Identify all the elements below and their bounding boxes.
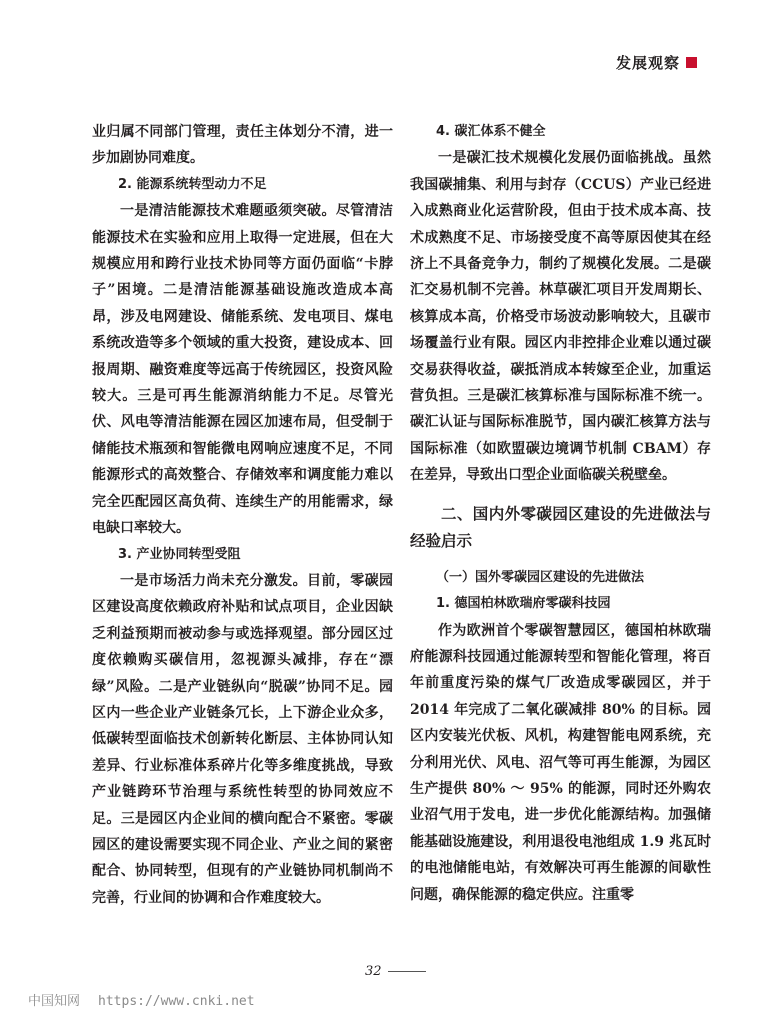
page-number — [365, 964, 426, 979]
section-title: 发展观察 — [615, 54, 680, 72]
subheading: 4. 碳汇体系不健全 — [436, 124, 546, 139]
right-column — [410, 119, 711, 908]
subheading: 2. 能源系统转型动力不足 — [118, 176, 267, 192]
paragraph: 一是碳汇技术规模化发展仍面临挑战。虽然我国碳捕集、利用与封存（CCUS）产业已经进入成熟商业化运营阶段，但由于技术成本高、技术成熟度不足、市场接受度不高等原因使其在经济上不具备竞争力，制约了规模化发展。二是碳汇交易机制不完善。林草碳汇项目开发周期长、核算成本高，价格受市场波动影响较大，且碳市场覆盖行业有限。园区内非控排企业难以通过碳交易获得收益，碳抵消成本转嫁至企业，加重运营负担。三是碳汇核算标准与国际标准不统一。碳汇认证与国际标准脱节，国内碳汇核算方法与国际标准（如欧盟碳边境调节机制 CBAM）存在差异，导致出口型企业面临碳关税壁垒。 — [410, 150, 711, 484]
left-column — [92, 119, 393, 911]
section-header — [616, 52, 697, 73]
page-number-rule — [388, 971, 426, 972]
subheading: 3. 产业协同转型受阻 — [118, 546, 241, 562]
watermark — [28, 990, 273, 1009]
page-number-text: 32 — [365, 964, 382, 979]
red-square-icon — [686, 57, 697, 68]
subheading: 1. 德国柏林欧瑞府零碳科技园 — [436, 596, 611, 612]
paragraph: 作为欧洲首个零碳智慧园区，德国柏林欧瑞府能源科技园通过能源转型和智能化管理，将百年前重度污染的煤气厂改造成零碳园区，并于 2014 年完成了二氧化碳减排 80% 的目标。园区内安装光伏板、风机，构建智能电网系统，充分利用光伏、风电、沼气等可再生能源，为园区生产提供 80% ～ 95% 的能源，同时还外购农业沼气用于发电，进一步优化能源结构。加强储能基础设施建设，利用退役电池组成 1.9 兆瓦时的电池储能电站，有效解决可再生能源的间歇性问题，确保能源的稳定供应。注重零 — [410, 622, 711, 903]
watermark-site: 中国知网 — [28, 994, 81, 1009]
paragraph: 一是清洁能源技术难题亟须突破。尽管清洁能源技术在实验和应用上取得一定进展，但在大规模应用和跨行业技术协同等方面仍面临“卡脖子”困境。二是清洁能源基础设施改造成本高昂，涉及电网建设、储能系统、发电项目、煤电系统改造等多个领域的重大投资，建设成本、回报周期、融资难度等远高于传统园区，投资风险较大。三是可再生能源消纳能力不足。尽管光伏、风电等清洁能源在园区加速布局，但受制于储能技术瓶颈和智能微电网响应速度不足，不同能源形式的高效整合、存储效率和调度能力难以完全匹配园区高负荷、连续生产的用能需求，绿电缺口率较大。 — [92, 203, 393, 537]
section-heading: 二、国内外零碳园区建设的先进做法与经验启示 — [410, 504, 711, 550]
watermark-url: https://www.cnki.net — [98, 994, 255, 1009]
subsection-heading: （一）国外零碳园区建设的先进做法 — [436, 569, 645, 585]
paragraph: 一是市场活力尚未充分激发。目前，零碳园区建设高度依赖政府补贴和试点项目，企业因缺乏利益预期而被动参与或选择观望。部分园区过度依赖购买碳信用，忽视源头减排，存在“漂绿”风险。二是产业链纵向“脱碳”协同不足。园区内一些企业产业链条冗长，上下游企业众多，低碳转型面临技术创新转化断层、主体协同认知差异、行业标准体系碎片化等多维度挑战，导致产业链跨环节治理与系统性转型的协同效应不足。三是园区内企业间的横向配合不紧密。零碳园区的建设需要实现不同企业、产业之间的紧密配合、协同转型，但现有的产业链协同机制尚不完善，行业间的协调和合作难度较大。 — [92, 572, 393, 906]
paragraph: 业归属不同部门管理，责任主体划分不清，进一步加剧协同难度。 — [92, 124, 393, 167]
